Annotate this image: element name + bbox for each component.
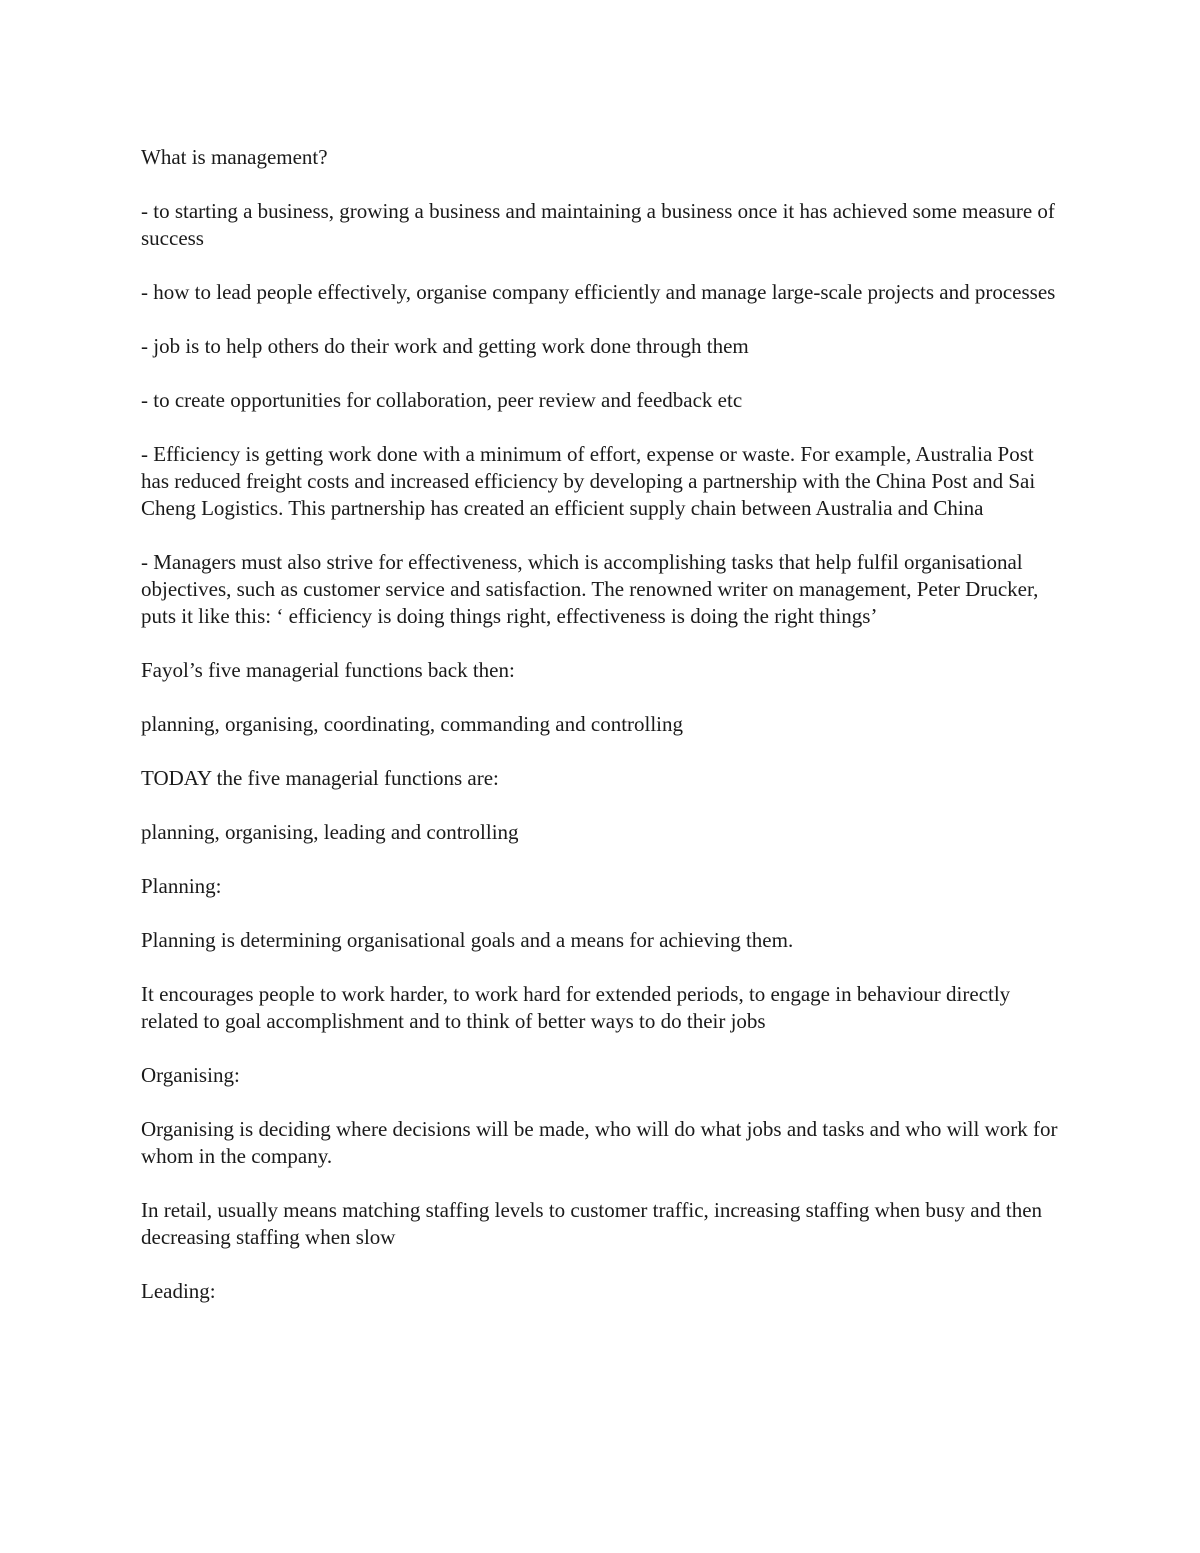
organising-definition: Organising is deciding where decisions will be made, who will do what jobs and tasks and who will work for whom in the company. bbox=[141, 1117, 1058, 1168]
bullet-efficiency: - Efficiency is getting work done with a minimum of effort, expense or waste. For example, Australia Post has reduced freight costs and increased efficiency by developing a partnership with the China Post and Sai Cheng Logistics. This partnership has created an efficient supply chain between Australia and China bbox=[141, 442, 1036, 520]
bullet-starting-business: - to starting a business, growing a business and maintaining a business once it has achieved some measure of success bbox=[141, 199, 1055, 250]
organising-retail: In retail, usually means matching staffing levels to customer traffic, increasing staffing when busy and then decreasing staffing when slow bbox=[141, 1198, 1043, 1249]
bullet-collaboration: - to create opportunities for collaboration, peer review and feedback etc bbox=[141, 388, 743, 412]
planning-definition: Planning is determining organisational goals and a means for achieving them. bbox=[141, 928, 794, 952]
bullet-help-others: - job is to help others do their work and getting work done through them bbox=[141, 334, 749, 358]
fayol-functions: planning, organising, coordinating, commanding and controlling bbox=[141, 712, 684, 736]
fayol-heading: Fayol’s five managerial functions back then: bbox=[141, 658, 515, 682]
planning-heading: Planning: bbox=[141, 874, 222, 898]
bullet-effectiveness: - Managers must also strive for effectiveness, which is accomplishing tasks that help fulfil organisational objectives, such as customer service and satisfaction. The renowned writer on management, Peter Drucker, puts it like this: ‘ efficiency is doing things right, effectiveness is doing the right things’ bbox=[141, 550, 1039, 628]
leading-heading: Leading: bbox=[141, 1279, 216, 1303]
organising-heading: Organising: bbox=[141, 1063, 240, 1087]
today-functions: planning, organising, leading and controlling bbox=[141, 820, 519, 844]
bullet-lead-people: - how to lead people effectively, organise company efficiently and manage large-scale projects and processes bbox=[141, 280, 1056, 304]
heading-what-is-management: What is management? bbox=[141, 145, 328, 169]
today-heading: TODAY the five managerial functions are: bbox=[141, 766, 499, 790]
planning-benefits: It encourages people to work harder, to work hard for extended periods, to engage in behaviour directly related to goal accomplishment and to think of better ways to do their jobs bbox=[141, 982, 1011, 1033]
document-body bbox=[141, 144, 1061, 1332]
